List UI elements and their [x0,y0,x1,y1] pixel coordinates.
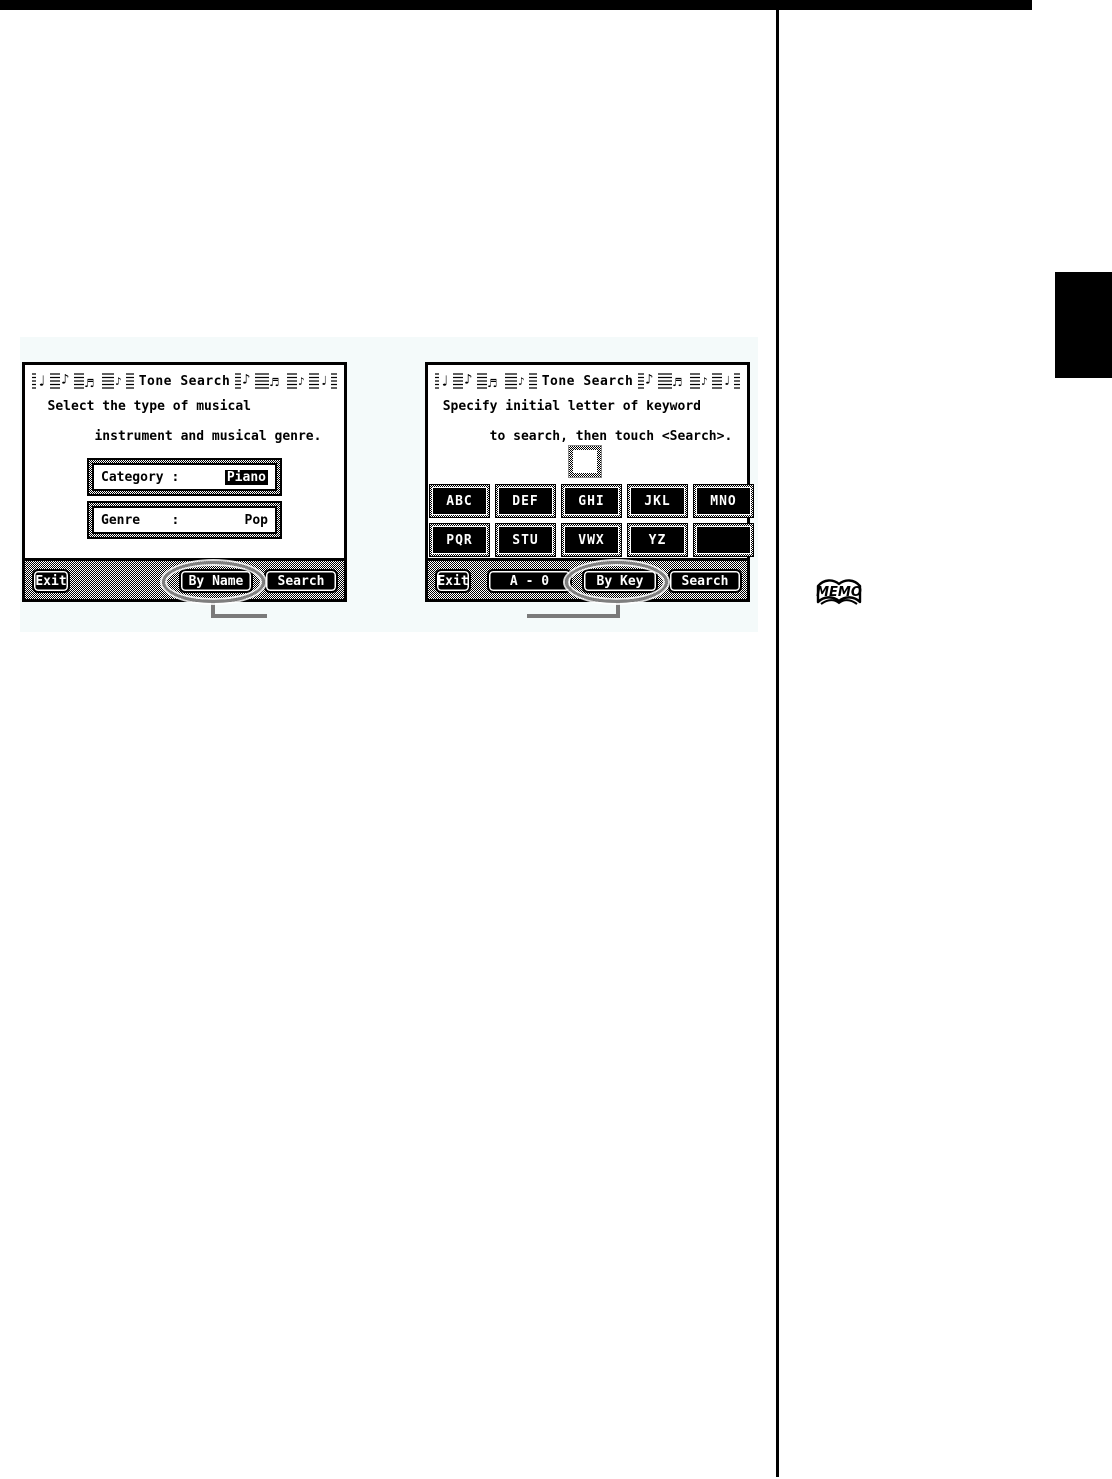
svg-text:♬: ♬ [487,376,497,391]
svg-text:♬: ♬ [673,375,682,391]
callout-line [527,614,620,618]
svg-text:♩: ♩ [320,374,329,389]
svg-text:♪: ♪ [517,375,525,388]
svg-text:♩: ♩ [36,372,46,390]
screen-message [25,399,344,444]
genre-value: Pop [244,512,268,528]
message-line-1: Select the type of musical [47,399,252,414]
by-name-button[interactable]: By Name [179,569,253,593]
musical-staff-left-icon [435,371,537,391]
key-def[interactable]: DEF [495,484,556,518]
memo-icon [815,574,863,612]
key-pqr[interactable]: PQR [429,523,490,557]
search-criteria-fields [87,458,282,544]
svg-text:♬: ♬ [270,375,279,391]
screen-title: Tone Search [138,373,231,389]
letter-key-row-1 [429,484,746,518]
search-button[interactable]: Search [264,569,338,593]
svg-text:♪: ♪ [645,372,654,388]
svg-text:♪: ♪ [114,375,122,388]
callout-line [211,614,267,618]
svg-text:♪: ♪ [60,372,70,388]
lcd-header [428,368,747,394]
svg-text:♬: ♬ [84,376,94,391]
svg-text:♪: ♪ [298,375,305,388]
category-value: Piano [226,469,266,485]
svg-text:MEMO: MEMO [816,585,862,600]
key-mno[interactable]: MNO [693,484,754,518]
lcd-screen-category-search [22,362,347,602]
key-vwx[interactable]: VWX [561,523,622,557]
svg-text:♪: ♪ [701,375,708,388]
letter-range-button[interactable]: A - 0 [487,569,572,593]
page-top-rule [0,0,1032,10]
musical-staff-left-icon [32,371,134,391]
lcd-header [25,368,344,394]
search-button[interactable]: Search [668,569,742,593]
key-blank[interactable] [693,523,754,557]
musical-staff-right-icon [235,371,337,391]
column-divider [776,10,779,1477]
svg-text:♪: ♪ [463,372,473,388]
svg-text:♩: ♩ [439,372,449,390]
screen-title: Tone Search [541,373,634,389]
message-line-2: instrument and musical genre. [94,429,322,444]
musical-staff-right-icon [638,371,740,391]
svg-text:♩: ♩ [723,374,732,389]
genre-label: Genre : [101,512,180,528]
by-key-callout-ellipse [565,561,668,603]
by-name-callout-ellipse [162,561,265,603]
by-key-button[interactable]: By Key [582,569,658,593]
category-field[interactable] [87,458,282,496]
category-label: Category : [101,469,180,485]
key-stu[interactable]: STU [495,523,556,557]
letter-key-row-2 [429,523,746,557]
exit-button[interactable]: Exit [435,569,471,593]
key-ghi[interactable]: GHI [561,484,622,518]
chapter-edge-tab [1055,272,1112,378]
key-jkl[interactable]: JKL [627,484,688,518]
key-abc[interactable]: ABC [429,484,490,518]
screen-message [428,399,747,444]
lcd-screen-keyword-search [425,362,750,602]
genre-field[interactable] [87,501,282,539]
message-line-2: to search, then touch <Search>. [489,429,733,444]
svg-text:♪: ♪ [242,372,251,388]
keyword-letter-box [568,445,602,478]
exit-button[interactable]: Exit [32,569,70,593]
message-line-1: Specify initial letter of keyword [442,399,701,414]
key-yz[interactable]: YZ [627,523,688,557]
